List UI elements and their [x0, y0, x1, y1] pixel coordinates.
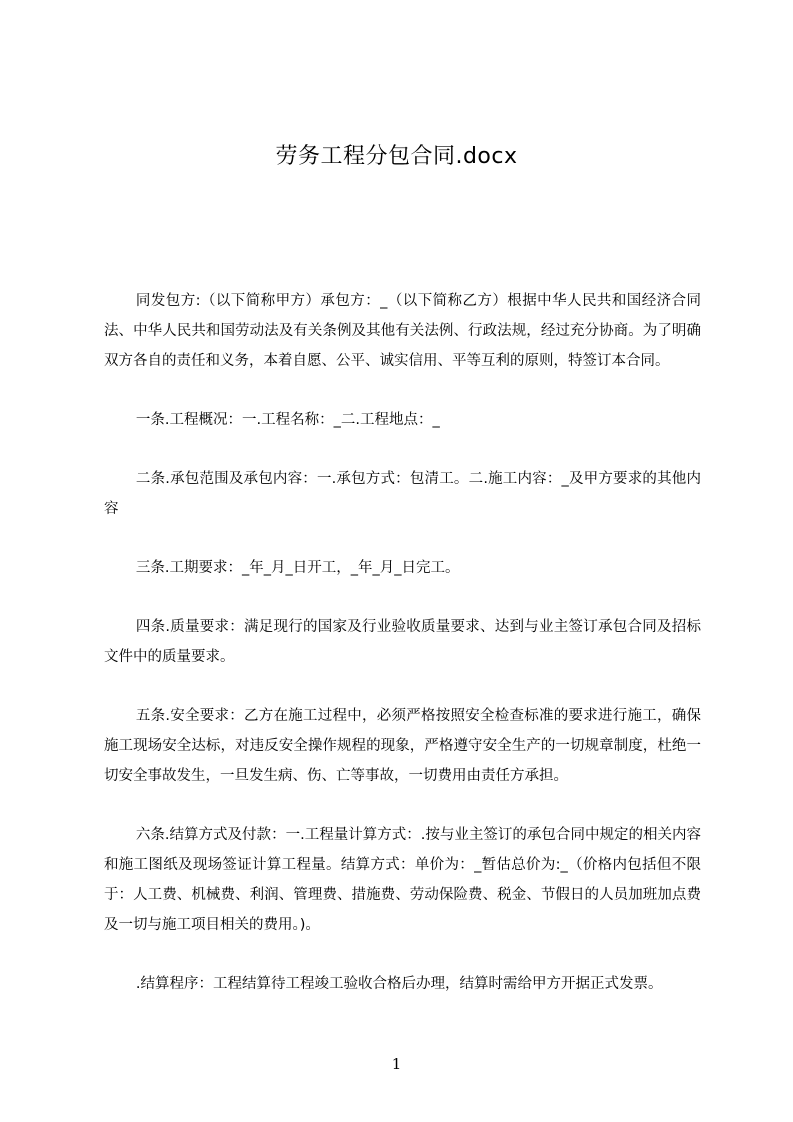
settlement-procedure-paragraph: .结算程序：工程结算待工程竣工验收合格后办理，结算时需给甲方开据正式发票。 — [135, 976, 663, 992]
article-4-paragraph: 四条.质量要求：满足现行的国家及行业验收质量要求、达到与业主签订承包合同及招标文件中的质量要求。 — [104, 619, 701, 665]
document-title: 劳务工程分包合同.docx — [275, 144, 518, 169]
document-body — [104, 286, 701, 1028]
article-2-paragraph: 二条.承包范围及承包内容：一.承包方式：包清工。二.施工内容：_及甲方要求的其他内容 — [104, 471, 701, 517]
page-number: 1 — [391, 1055, 402, 1073]
article-5-paragraph: 五条.安全要求：乙方在施工过程中，必须严格按照安全检查标准的要求进行施工，确保施工现场安全达标，对违反安全操作规程的现象，严格遵守安全生产的一切规章制度，杜绝一切安全事故发生，一旦发生病、伤、亡等事故，一切费用由责任方承担。 — [104, 708, 701, 784]
article-3-paragraph: 三条.工期要求：_年_月_日开工，_年_月_日完工。 — [135, 560, 460, 576]
article-6-paragraph: 六条.结算方式及付款：一.工程量计算方式：.按与业主签订的承包合同中规定的相关内容和施工图纸及现场签证计算工程量。结算方式：单价为：_暂估总价为:_（价格内包括但不限于：人工费、机械费、利润、管理费、措施费、劳动保险费、税金、节假日的人员加班加点费及一切与施工项目相关的费用。)。 — [104, 827, 701, 933]
article-1-paragraph: 一条.工程概况：一.工程名称：_二.工程地点：_ — [135, 412, 440, 428]
preamble-paragraph: 同发包方:（以下简称甲方）承包方：_（以下简称乙方）根据中华人民共和国经济合同法、中华人民共和国劳动法及有关条例及其他有关法例、行政法规，经过充分协商。为了明确双方各自的责任和义务，本着自愿、公平、诚实信用、平等互利的原则，特签订本合同。 — [104, 293, 701, 369]
